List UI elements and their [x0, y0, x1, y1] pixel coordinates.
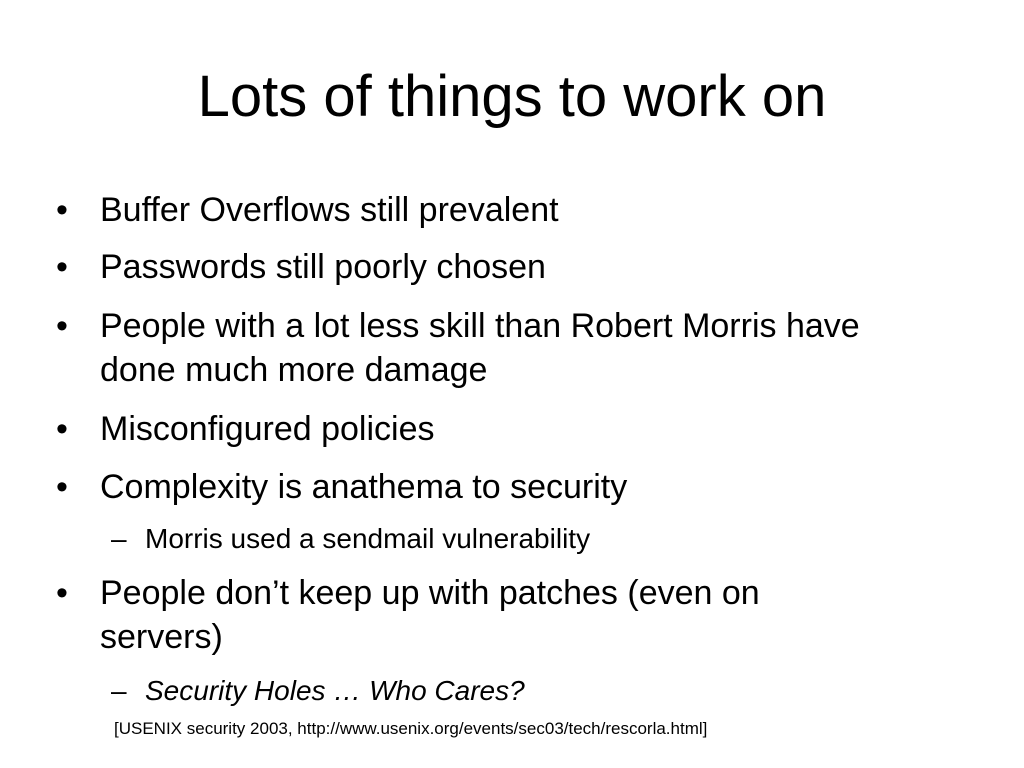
bullet-item [56, 245, 930, 289]
sub-bullet-item [111, 673, 925, 709]
slide-title: Lots of things to work on [197, 64, 827, 129]
sub-bullet-text: Security Holes … Who Cares? [145, 675, 525, 706]
sub-bullet-marker: – [111, 523, 127, 554]
bullet-item [56, 465, 930, 509]
bullet-text: People don’t keep up with patches (even on servers) [100, 574, 760, 656]
sub-bullet-marker: – [111, 675, 127, 706]
bullet-text: People with a lot less skill than Robert Morris have done much more damage [100, 307, 860, 389]
bullet-marker: • [56, 307, 68, 345]
bullet-marker: • [56, 574, 68, 612]
bullet-item [56, 407, 930, 451]
bullet-text: Passwords still poorly chosen [100, 248, 546, 286]
bullet-text: Buffer Overflows still prevalent [100, 191, 559, 229]
bullet-item [56, 188, 930, 232]
bullet-marker: • [56, 248, 68, 286]
bullet-text: Misconfigured policies [100, 410, 435, 448]
bullet-marker: • [56, 410, 68, 448]
bullet-marker: • [56, 191, 68, 229]
bullet-marker: • [56, 468, 68, 506]
reference-citation: [USENIX security 2003, http://www.usenix.org/events/sec03/tech/rescorla.html] [114, 719, 708, 738]
sub-bullet-item [111, 521, 925, 557]
bullet-text: Complexity is anathema to security [100, 468, 628, 506]
bullet-item [56, 304, 900, 392]
sub-bullet-text: Morris used a sendmail vulnerability [145, 523, 591, 554]
bullet-item [56, 571, 890, 659]
